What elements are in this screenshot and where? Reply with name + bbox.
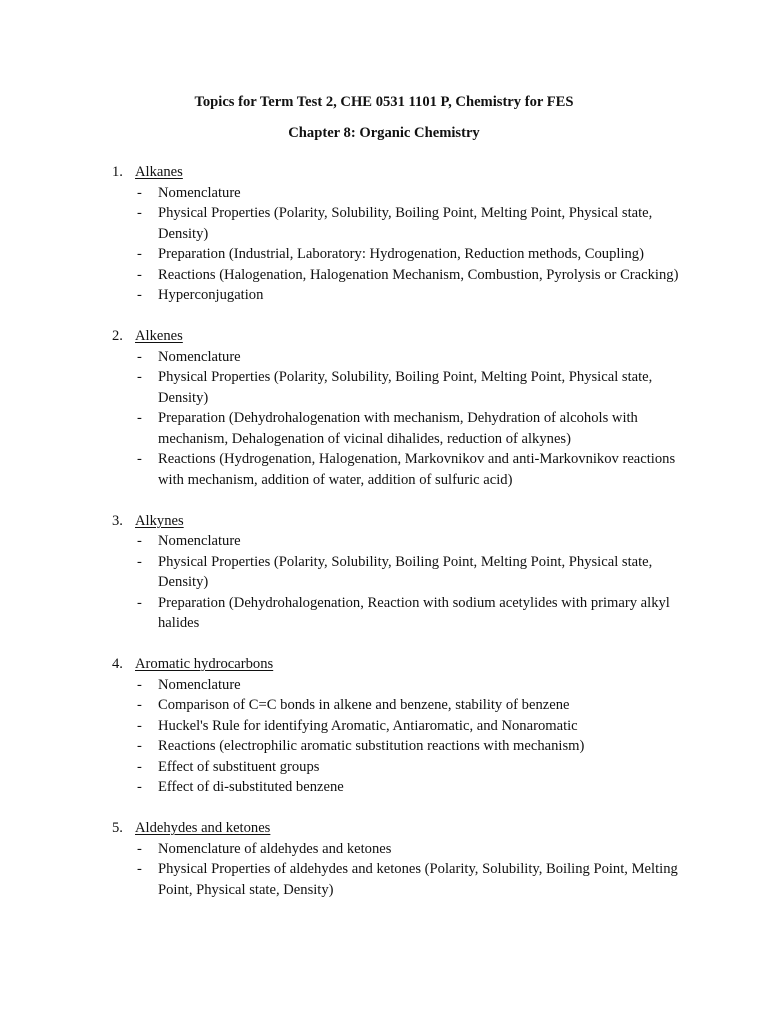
topic-section — [112, 326, 682, 490]
topic-list — [112, 675, 682, 798]
topic-item — [112, 203, 682, 244]
topic-item — [112, 265, 682, 286]
chapter-title: Chapter 8: Organic Chemistry — [288, 125, 480, 141]
bullet-dash: - — [137, 553, 142, 570]
topic-section — [112, 511, 682, 634]
topic-item-text: Physical Properties (Polarity, Solubility, Boiling Point, Melting Point, Physical state, Density) — [158, 205, 653, 242]
topic-list — [112, 347, 682, 491]
topic-item-text: Physical Properties of aldehydes and ketones (Polarity, Solubility, Boiling Point, Melting Point, Physical state, Density) — [158, 861, 678, 898]
topic-item-text: Nomenclature — [158, 184, 241, 201]
topic-item — [112, 675, 682, 696]
bullet-dash: - — [137, 717, 142, 734]
topic-sections — [112, 162, 682, 921]
topic-item-text: Reactions (electrophilic aromatic substitution reactions with mechanism) — [158, 738, 585, 754]
bullet-dash: - — [137, 758, 142, 775]
bullet-dash: - — [137, 184, 142, 201]
topic-item-text: Comparison of C=C bonds in alkene and benzene, stability of benzene — [158, 697, 570, 713]
topic-item — [112, 593, 682, 634]
topic-item — [112, 757, 682, 778]
topic-item — [112, 183, 682, 204]
topic-item — [112, 347, 682, 368]
section-number: 3. — [112, 512, 123, 529]
topic-item-text: Preparation (Industrial, Laboratory: Hydrogenation, Reduction methods, Coupling) — [158, 246, 644, 262]
bullet-dash: - — [137, 697, 142, 713]
topic-list — [112, 531, 682, 634]
bullet-dash: - — [137, 451, 142, 467]
topic-section — [112, 818, 682, 900]
topic-item — [112, 839, 682, 860]
section-title: Aromatic hydrocarbons — [135, 656, 274, 672]
topic-item-text: Nomenclature — [158, 676, 241, 693]
bullet-dash: - — [137, 676, 142, 693]
bullet-dash: - — [137, 861, 142, 877]
topic-item-text: Effect of di-substituted benzene — [158, 779, 344, 795]
topic-item-text: Nomenclature of aldehydes and ketones — [158, 840, 392, 857]
topic-item-text: Huckel's Rule for identifying Aromatic, Antiaromatic, and Nonaromatic — [158, 717, 578, 734]
topic-item-text: Nomenclature — [158, 348, 241, 365]
bullet-dash: - — [137, 410, 142, 426]
topic-item-text: Effect of substituent groups — [158, 758, 320, 775]
topic-item-text: Nomenclature — [158, 533, 241, 549]
topic-item — [112, 552, 682, 593]
topic-item-text: Preparation (Dehydrohalogenation with mechanism, Dehydration of alcohols with mechanism, Dehalogenation of vicinal dihalides, reduction of alkynes) — [158, 410, 638, 447]
section-heading — [112, 654, 682, 675]
topic-item — [112, 408, 682, 449]
bullet-dash: - — [137, 266, 142, 283]
bullet-dash: - — [137, 246, 142, 262]
topic-item — [112, 531, 682, 552]
topic-item — [112, 716, 682, 737]
bullet-dash: - — [137, 369, 142, 385]
topic-item — [112, 449, 682, 490]
section-number: 2. — [112, 328, 123, 344]
section-heading — [112, 326, 682, 347]
topic-item-text: Preparation (Dehydrohalogenation, Reaction with sodium acetylides with primary alkyl halides — [158, 594, 670, 631]
topic-section — [112, 162, 682, 306]
bullet-dash: - — [137, 738, 142, 754]
topic-item — [112, 695, 682, 716]
bullet-dash: - — [137, 348, 142, 365]
bullet-dash: - — [137, 840, 142, 857]
section-heading — [112, 162, 682, 183]
topic-item-text: Physical Properties (Polarity, Solubility, Boiling Point, Melting Point, Physical state, Density) — [158, 553, 653, 590]
section-number: 4. — [112, 656, 123, 672]
topic-item — [112, 367, 682, 408]
topic-item — [112, 244, 682, 265]
topic-item-text: Hyperconjugation — [158, 287, 264, 303]
section-heading — [112, 818, 682, 839]
topic-list — [112, 839, 682, 901]
section-title: Alkanes — [135, 164, 183, 180]
topic-item-text: Physical Properties (Polarity, Solubility, Boiling Point, Melting Point, Physical state, Density) — [158, 369, 653, 406]
topic-item — [112, 777, 682, 798]
topic-item — [112, 285, 682, 306]
topic-section — [112, 654, 682, 798]
bullet-dash: - — [137, 205, 142, 221]
section-heading — [112, 511, 682, 532]
section-number: 1. — [112, 164, 123, 180]
topic-item — [112, 736, 682, 757]
topic-item — [112, 859, 682, 900]
section-number: 5. — [112, 820, 123, 836]
section-title: Alkynes — [135, 512, 184, 529]
topic-list — [112, 183, 682, 306]
section-title: Alkenes — [135, 328, 183, 344]
section-title: Aldehydes and ketones — [135, 820, 271, 836]
topic-item-text: Reactions (Halogenation, Halogenation Mechanism, Combustion, Pyrolysis or Cracking) — [158, 266, 679, 283]
bullet-dash: - — [137, 779, 142, 795]
bullet-dash: - — [137, 594, 142, 611]
bullet-dash: - — [137, 533, 142, 549]
topic-item-text: Reactions (Hydrogenation, Halogenation, Markovnikov and anti-Markovnikov reactions with mechanism, addition of water, addition of sulfuric acid) — [158, 451, 676, 488]
document-title: Topics for Term Test 2, CHE 0531 1101 P, Chemistry for FES — [194, 94, 574, 110]
bullet-dash: - — [137, 287, 142, 303]
